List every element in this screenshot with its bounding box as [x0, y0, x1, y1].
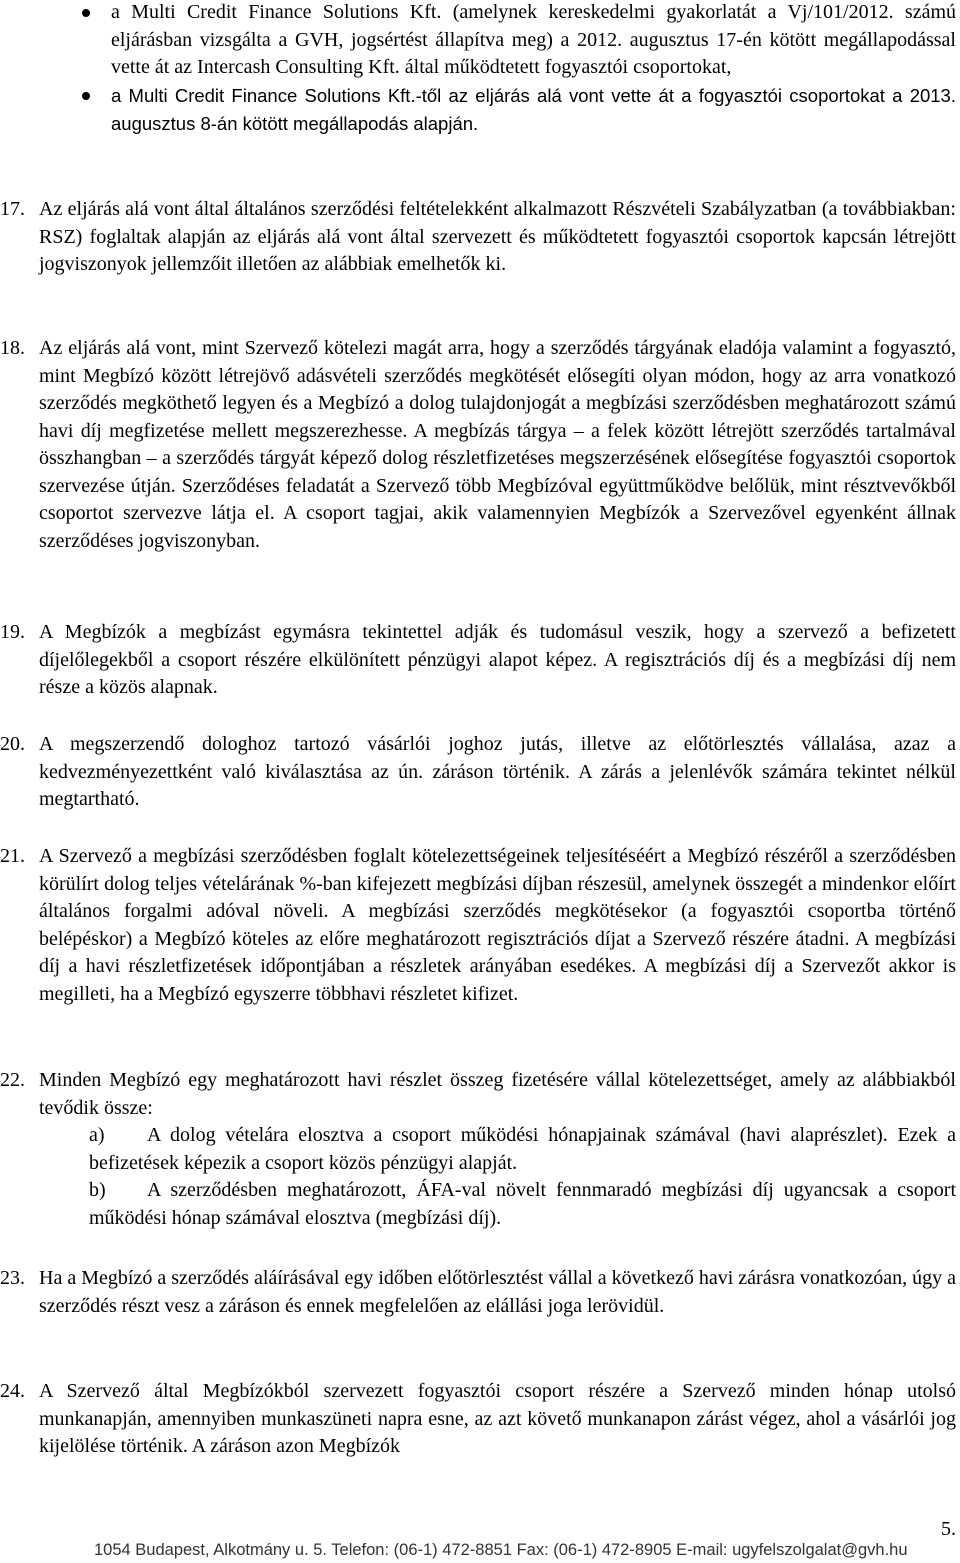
- paragraph-number: 22.: [0, 1069, 25, 1091]
- sub-item-text: A dolog vételára elosztva a csoport működési hónapjainak számával (havi alaprészlet). Ezek a befizetések képezik a csoport közös pénzügyi alapját.: [89, 1124, 956, 1174]
- bullet-dot-icon: [82, 92, 90, 100]
- bullet-text: a Multi Credit Finance Solutions Kft. (amelynek kereskedelmi gyakorlatát a Vj/101/2012. számú eljárásban vizsgálta a GVH, jogsértést állapítva meg) a 2012. augusztus 17-én kötött megállapodással vette át az Intercash Consulting Kft. által működtetett fogyasztói csoportokat,: [111, 1, 956, 78]
- paragraph-number: 19.: [0, 621, 25, 643]
- paragraph-number: 23.: [0, 1267, 25, 1289]
- paragraph-20: [0, 731, 960, 814]
- sub-item-letter: a): [89, 1124, 105, 1146]
- page-number: 5.: [941, 1518, 956, 1540]
- bullet-text: a Multi Credit Finance Solutions Kft.-től az eljárás alá vont vette át a fogyasztói csoportokat a 2013. augusztus 8-án kötött megállapodás alapján.: [111, 84, 956, 134]
- paragraph-19: [0, 619, 960, 702]
- sub-item-b: [39, 1177, 956, 1232]
- paragraph-22: [0, 1067, 960, 1232]
- bullet-item-2: [0, 82, 960, 138]
- bullet-item-1: [0, 0, 960, 82]
- bullet-dot-icon: [82, 9, 90, 17]
- bullet-list: [0, 0, 960, 138]
- paragraph-number: 20.: [0, 733, 25, 755]
- paragraph-number: 17.: [0, 198, 25, 220]
- paragraph-text: Ha a Megbízó a szerződés aláírásával egy időben előtörlesztést vállal a következő havi zárásra vonatkozóan, úgy a szerződés részt vesz a záráson és ennek megfelelően az elállási joga lerövidül.: [39, 1267, 956, 1317]
- sub-item-text: A szerződésben meghatározott, ÁFA-val növelt fennmaradó megbízási díj ugyancsak a csoport működési hónap számával elosztva (megbízási díj).: [89, 1179, 956, 1229]
- paragraph-text: Az eljárás alá vont, mint Szervező kötelezi magát arra, hogy a szerződés tárgyának eladója valamint a fogyasztó, mint Megbízó között létrejövő adásvételi szerződés megkötését elősegíti olyan módon, hogy az arra vonatkozó szerződés megköthető legyen és a Megbízó a dolog tulajdonjogát a megbízási szerződésben meghatározott számú havi díj megfizetése mellett megszerezhesse. A megbízás tárgya – a felek között létrejött szerződés tartalmával összhangban – a szerződés tárgyát képező dolog részletfizetéses megszerzésének elősegítése fogyasztói csoportok szervezése útján. Szerződéses feladatát a Szervező több Megbízóval együttműködve belőlük, mint résztvevőkből csoportot szervezve látja el. A csoport tagjai, akik valamennyien Megbízók a Szervezővel egyenként állnak szerződéses jogviszonyban.: [39, 337, 956, 552]
- paragraph-24: [0, 1378, 960, 1461]
- paragraph-number: 24.: [0, 1380, 25, 1402]
- paragraph-number: 21.: [0, 845, 25, 867]
- paragraph-text: A megszerzendő dologhoz tartozó vásárlói joghoz jutás, illetve az előtörlesztés vállalása, azaz a kedvezményezettként való kiválasztása az ún. záráson történik. A zárás a jelenlévők számára tekintet nélkül megtartható.: [39, 733, 956, 810]
- paragraph-17: [0, 196, 960, 279]
- paragraph-text: Minden Megbízó egy meghatározott havi részlet összeg fizetésére vállal kötelezettséget, amely az alábbiakból tevődik össze:: [39, 1069, 956, 1119]
- page-footer: 1054 Budapest, Alkotmány u. 5. Telefon: (06-1) 472-8851 Fax: (06-1) 472-8905 E-mail: ugyfelszolgalat@gvh.hu: [94, 1541, 908, 1559]
- paragraph-text: A Szervező a megbízási szerződésben foglalt kötelezettségeinek teljesítéséért a Megbízó részéről a szerződésben körülírt dolog teljes vételárának %-ban kifejezett megbízási díjban részesül, amelynek összegét a mindenkor előírt általános forgalmi adóval növeli. A megbízási szerződés megkötésekor (a fogyasztói csoportba történő belépéskor) a Megbízó köteles az előre meghatározott regisztrációs díjat a Szervező részére átadni. A megbízási díj a havi részletfizetések időpontjában a részletek arányában esedékes. A megbízási díj a Szervezőt akkor is megilleti, ha a Megbízó egyszerre többhavi részletet kifizet.: [39, 845, 956, 1005]
- sub-item-letter: b): [89, 1179, 106, 1201]
- paragraph-text: Az eljárás alá vont által általános szerződési feltételekként alkalmazott Részvételi Szabályzatban (a továbbiakban: RSZ) foglaltak alapján az eljárás alá vont által szervezett és működtetett fogyasztói csoportok kapcsán létrejött jogviszonyok jellemzőit illetően az alábbiak emelhetők ki.: [39, 198, 956, 275]
- paragraph-number: 18.: [0, 337, 25, 359]
- paragraph-text: A Szervező által Megbízókból szervezett fogyasztói csoport részére a Szervező minden hónap utolsó munkanapján, amennyiben munkaszüneti napra esne, az azt követő munkanapon zárást végez, ahol a vásárlói jog kijelölése történik. A záráson azon Megbízók: [39, 1380, 956, 1457]
- paragraph-18: [0, 335, 960, 555]
- paragraph-23: [0, 1265, 960, 1320]
- paragraph-text: A Megbízók a megbízást egymásra tekintettel adják és tudomásul veszik, hogy a szervező a befizetett díjelőlegekből a csoport részére elkülönített pénzügyi alapot képez. A regisztrációs díj és a megbízási díj nem része a közös alapnak.: [39, 621, 956, 698]
- sub-item-a: [39, 1122, 956, 1177]
- paragraph-21: [0, 843, 960, 1008]
